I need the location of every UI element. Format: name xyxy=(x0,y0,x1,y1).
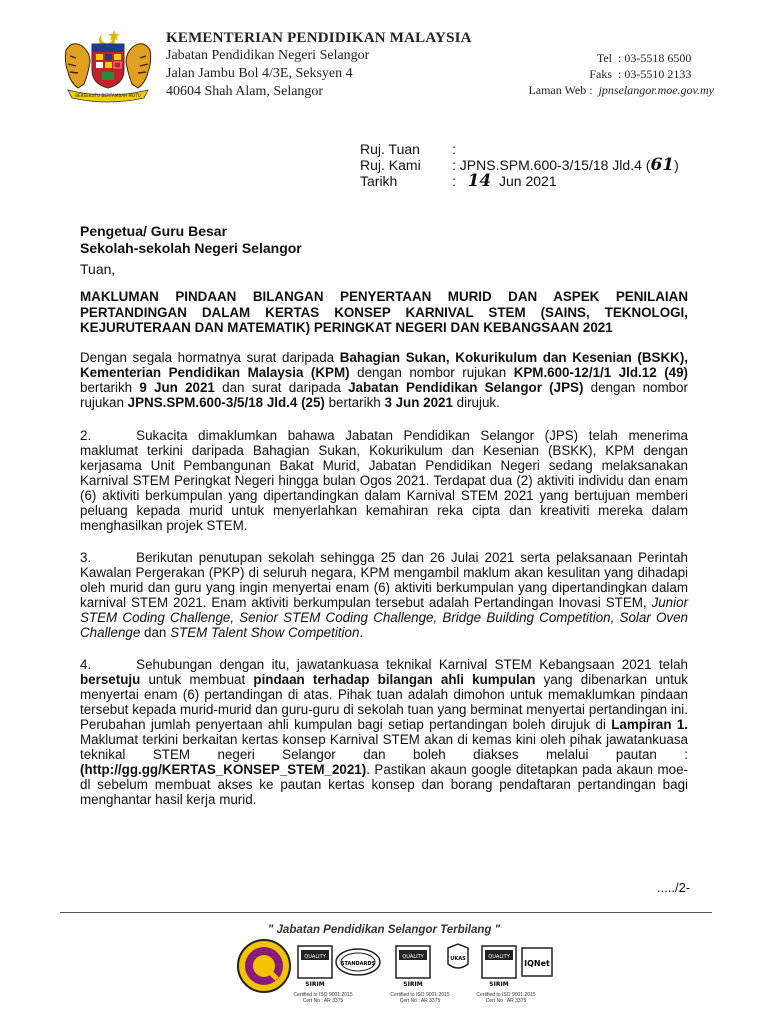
ruj-tuan-value: : xyxy=(452,141,456,157)
address-line-2: 40604 Shah Alam, Selangor xyxy=(166,84,324,99)
department-name: Jabatan Pendidikan Negeri Selangor xyxy=(166,48,370,63)
tarikh-month-year: Jun 2021 xyxy=(499,173,557,189)
web-label: Laman Web : xyxy=(528,83,593,97)
iqnet-logo xyxy=(522,948,552,976)
p1-bold-date2: 3 Jun 2021 xyxy=(384,395,453,410)
tel-value: : 03-5518 6500 xyxy=(618,51,692,65)
tarikh-row xyxy=(360,173,679,189)
sirim-label-3: SIRIM xyxy=(489,981,509,988)
cert-caption-no: Cert No : AR 3375 xyxy=(399,998,441,1004)
footer-divider xyxy=(60,912,712,913)
crest-motto: BERSEKUTU BERTAMBAH MUTU xyxy=(75,93,141,98)
ruj-kami-label: Ruj. Kami xyxy=(360,157,421,173)
p4-bold-pindaan: pindaan terhadap bilangan ahli kumpulan xyxy=(253,672,536,687)
page-continuation: ...../2- xyxy=(657,880,691,895)
cert-caption-text: Certified to ISO 9001:2015 xyxy=(390,992,450,998)
p3-italic-competitions: Junior STEM Coding Challenge, Senior STEM Coding Challenge, Bridge Building Competition, Solar Oven Challenge xyxy=(80,595,688,640)
malaysia-coat-of-arms-logo xyxy=(58,26,158,106)
letterhead-text xyxy=(166,30,472,101)
sirim-label-2: SIRIM xyxy=(403,981,423,988)
p1-text: dengan nombor rujukan xyxy=(349,365,514,380)
ruj-tuan-row xyxy=(360,141,679,157)
p4-bold-lampiran: Lampiran 1. xyxy=(611,717,688,732)
p1-bold-date: 9 Jun 2021 xyxy=(139,380,215,395)
svg-text:QUALITY: QUALITY xyxy=(402,954,424,960)
svg-text:QUALITY: QUALITY xyxy=(304,954,326,960)
p2-number: 2. xyxy=(80,428,92,443)
tel-label: Tel xyxy=(596,51,612,65)
p1-text: dirujuk. xyxy=(452,395,500,410)
sirim-quality-system-logo-2 xyxy=(396,946,430,988)
recipient-line-1: Pengetua/ Guru Besar xyxy=(80,223,228,239)
ministry-name: KEMENTERIAN PENDIDIKAN MALAYSIA xyxy=(166,30,472,46)
p4-bold-bersetuju: bersetuju xyxy=(80,672,141,687)
tarikh-handwritten-day: 14 xyxy=(467,171,492,191)
contact-tel xyxy=(528,50,714,66)
p1-bold-jps: Jabatan Pendidikan Selangor (JPS) xyxy=(348,380,584,395)
sirim-quality-system-logo xyxy=(298,946,332,988)
ukas-accreditation-logo xyxy=(448,944,468,968)
svg-text:UKAS: UKAS xyxy=(450,956,466,962)
p4-text: Maklumat terkini berkaitan kertas konsep Karnival STEM akan di kemas kini oleh pihak jawatankuasa teknikal STEM negeri Selangor dan boleh diakses melalui pautan : xyxy=(80,732,688,762)
svg-text:STANDARDS: STANDARDS xyxy=(340,961,376,967)
standards-malaysia-logo xyxy=(336,949,380,975)
p2-text: Sukacita dimaklumkan bahawa Jabatan Pendidikan Selangor (JPS) telah menerima maklumat terkini daripada Bahagian Sukan, Kokurikulum dan Kesenian (BSKK), KPM dengan kerjasama Unit Pembangunan Bakat Murid, Jabatan Pendidikan Negeri sedang melaksanakan Karnival STEM Peringkat Negeri hingga bulan Ogos 2021. Terdapat dua (2) aktiviti individu dan enam (6) aktiviti berkumpulan yang dipertandingkan dalam Karnival STEM 2021 yang bertujuan memberi peluang kepada murid untuk menyerlahkan kemahiran reka cipta dan kreativiti mereka dalam menghasilkan projek STEM. xyxy=(80,428,688,533)
fax-label: Faks xyxy=(589,67,612,81)
cert-caption-2 xyxy=(390,992,450,1004)
address-line-1: Jalan Jambu Bol 4/3E, Seksyen 4 xyxy=(166,66,353,81)
tarikh-colon: : xyxy=(452,173,456,189)
cert-caption-text: Certified to ISO 9001:2015 xyxy=(293,992,353,998)
p4-text: . Pastikan akaun google ditetapkan pada akaun moe-dl sebelum membuat akses ke pautan kertas konsep dan borang pendaftaran pertandingan bagi menghantar hasil kerja murid. xyxy=(80,762,688,807)
p4-link[interactable]: (http://gg.gg/KERTAS_KONSEP_STEM_2021) xyxy=(80,762,367,777)
cert-caption-no: Cert No : AR 3375 xyxy=(485,998,527,1004)
cert-caption-no: Cert No : AR 3375 xyxy=(302,998,344,1004)
footer-motto: " Jabatan Pendidikan Selangor Terbilang " xyxy=(267,924,501,936)
sirim-quality-system-logo-3 xyxy=(482,946,516,988)
svg-text:QUALITY: QUALITY xyxy=(488,954,510,960)
ruj-tuan-label: Ruj. Tuan xyxy=(360,141,420,157)
p1-bold-ref2: JPNS.SPM.600-3/5/18 Jld.4 (25) xyxy=(127,395,325,410)
contact-info xyxy=(528,50,714,98)
recipient-line-2: Sekolah-sekolah Negeri Selangor xyxy=(80,240,302,256)
tarikh-label: Tarikh xyxy=(360,173,398,189)
p3-text: dan xyxy=(140,625,171,640)
ruj-kami-handwritten: 61 xyxy=(650,155,675,175)
reference-block xyxy=(360,141,679,189)
p3-text: . xyxy=(359,625,364,640)
paragraph-3 xyxy=(80,550,688,640)
p3-italic-talent-show: STEM Talent Show Competition xyxy=(170,625,360,640)
salutation: Tuan, xyxy=(80,261,116,277)
fax-value: : 03-5510 2133 xyxy=(618,67,692,81)
ruj-kami-row xyxy=(360,157,679,173)
recipient xyxy=(80,223,688,257)
quality-q-logo xyxy=(238,940,290,992)
ruj-kami-value: : JPNS.SPM.600-3/15/18 Jld.4 ( xyxy=(452,157,651,173)
p4-text: untuk membuat xyxy=(140,672,254,687)
p1-text: bertarikh xyxy=(80,380,140,395)
p4-number: 4. xyxy=(80,657,92,672)
subject-heading: MAKLUMAN PINDAAN BILANGAN PENYERTAAN MURID DAN ASPEK PENILAIAN PERTANDINGAN DALAM KERTAS KONSEP KARNIVAL STEM (SAINS, TEKNOLOGI, KEJURUTERAAN DAN MATEMATIK) PERINGKAT NEGERI DAN KEBANGSAAN 2021 xyxy=(80,289,688,335)
certification-logos xyxy=(236,938,556,998)
svg-text:IQNet: IQNet xyxy=(524,959,550,968)
p1-bold-bskk: Bahagian Sukan, Kokurikulum dan Kesenian (BSKK), Kementerian Pendidikan Malaysia (KPM) xyxy=(80,350,689,380)
p3-text: Berikutan penutupan sekolah sehingga 25 dan 26 Julai 2021 serta pelaksanaan Perintah Kawalan Pergerakan (PKP) di seluruh negara, KPM mengambil maklum akan kesulitan yang dihadapi oleh murid dan guru yang ingin menyertai enam (6) aktiviti berkumpulan yang dipertandingkan dalam karnival STEM 2021. Enam aktiviti berkumpulan tersebut adalah Pertandingan Inovasi STEM, xyxy=(80,550,688,610)
contact-fax xyxy=(528,66,714,82)
p3-number: 3. xyxy=(80,550,92,565)
ruj-kami-close: ) xyxy=(674,157,679,173)
web-value[interactable]: jpnselangor.moe.gov.my xyxy=(598,83,714,97)
paragraph-4 xyxy=(80,657,688,807)
paragraph-2 xyxy=(80,428,688,533)
p1-text: dan surat daripada xyxy=(214,380,349,395)
p1-bold-ref: KPM.600-12/1/1 Jld.12 (49) xyxy=(513,365,689,380)
cert-caption-1 xyxy=(293,992,353,1004)
cert-caption-3 xyxy=(476,992,536,1004)
p1-text: Dengan segala hormatnya surat daripada xyxy=(80,350,340,365)
p1-text: bertarikh xyxy=(324,395,385,410)
cert-caption-text: Certified to ISO 9001:2015 xyxy=(476,992,536,998)
p1-text: dengan nombor rujukan xyxy=(80,380,688,410)
p4-text: Sehubungan dengan itu, jawatankuasa teknikal Karnival STEM Kebangsaan 2021 telah xyxy=(136,657,688,672)
contact-web xyxy=(528,82,714,98)
p4-text: yang dibenarkan untuk menyertai enam (6) pertandingan di atas. Pihak tuan adalah dimohon untuk memaklumkan pindaan tersebut kepada murid-murid dan guru-guru di sekolah tuan yang berminat menyertai pertandingan ini. Perubahan jumlah penyertaan ahli kumpulan bagi setiap pertandingan boleh dirujuk di xyxy=(80,672,688,732)
sirim-label-1: SIRIM xyxy=(305,981,325,988)
paragraph-1 xyxy=(80,350,688,410)
